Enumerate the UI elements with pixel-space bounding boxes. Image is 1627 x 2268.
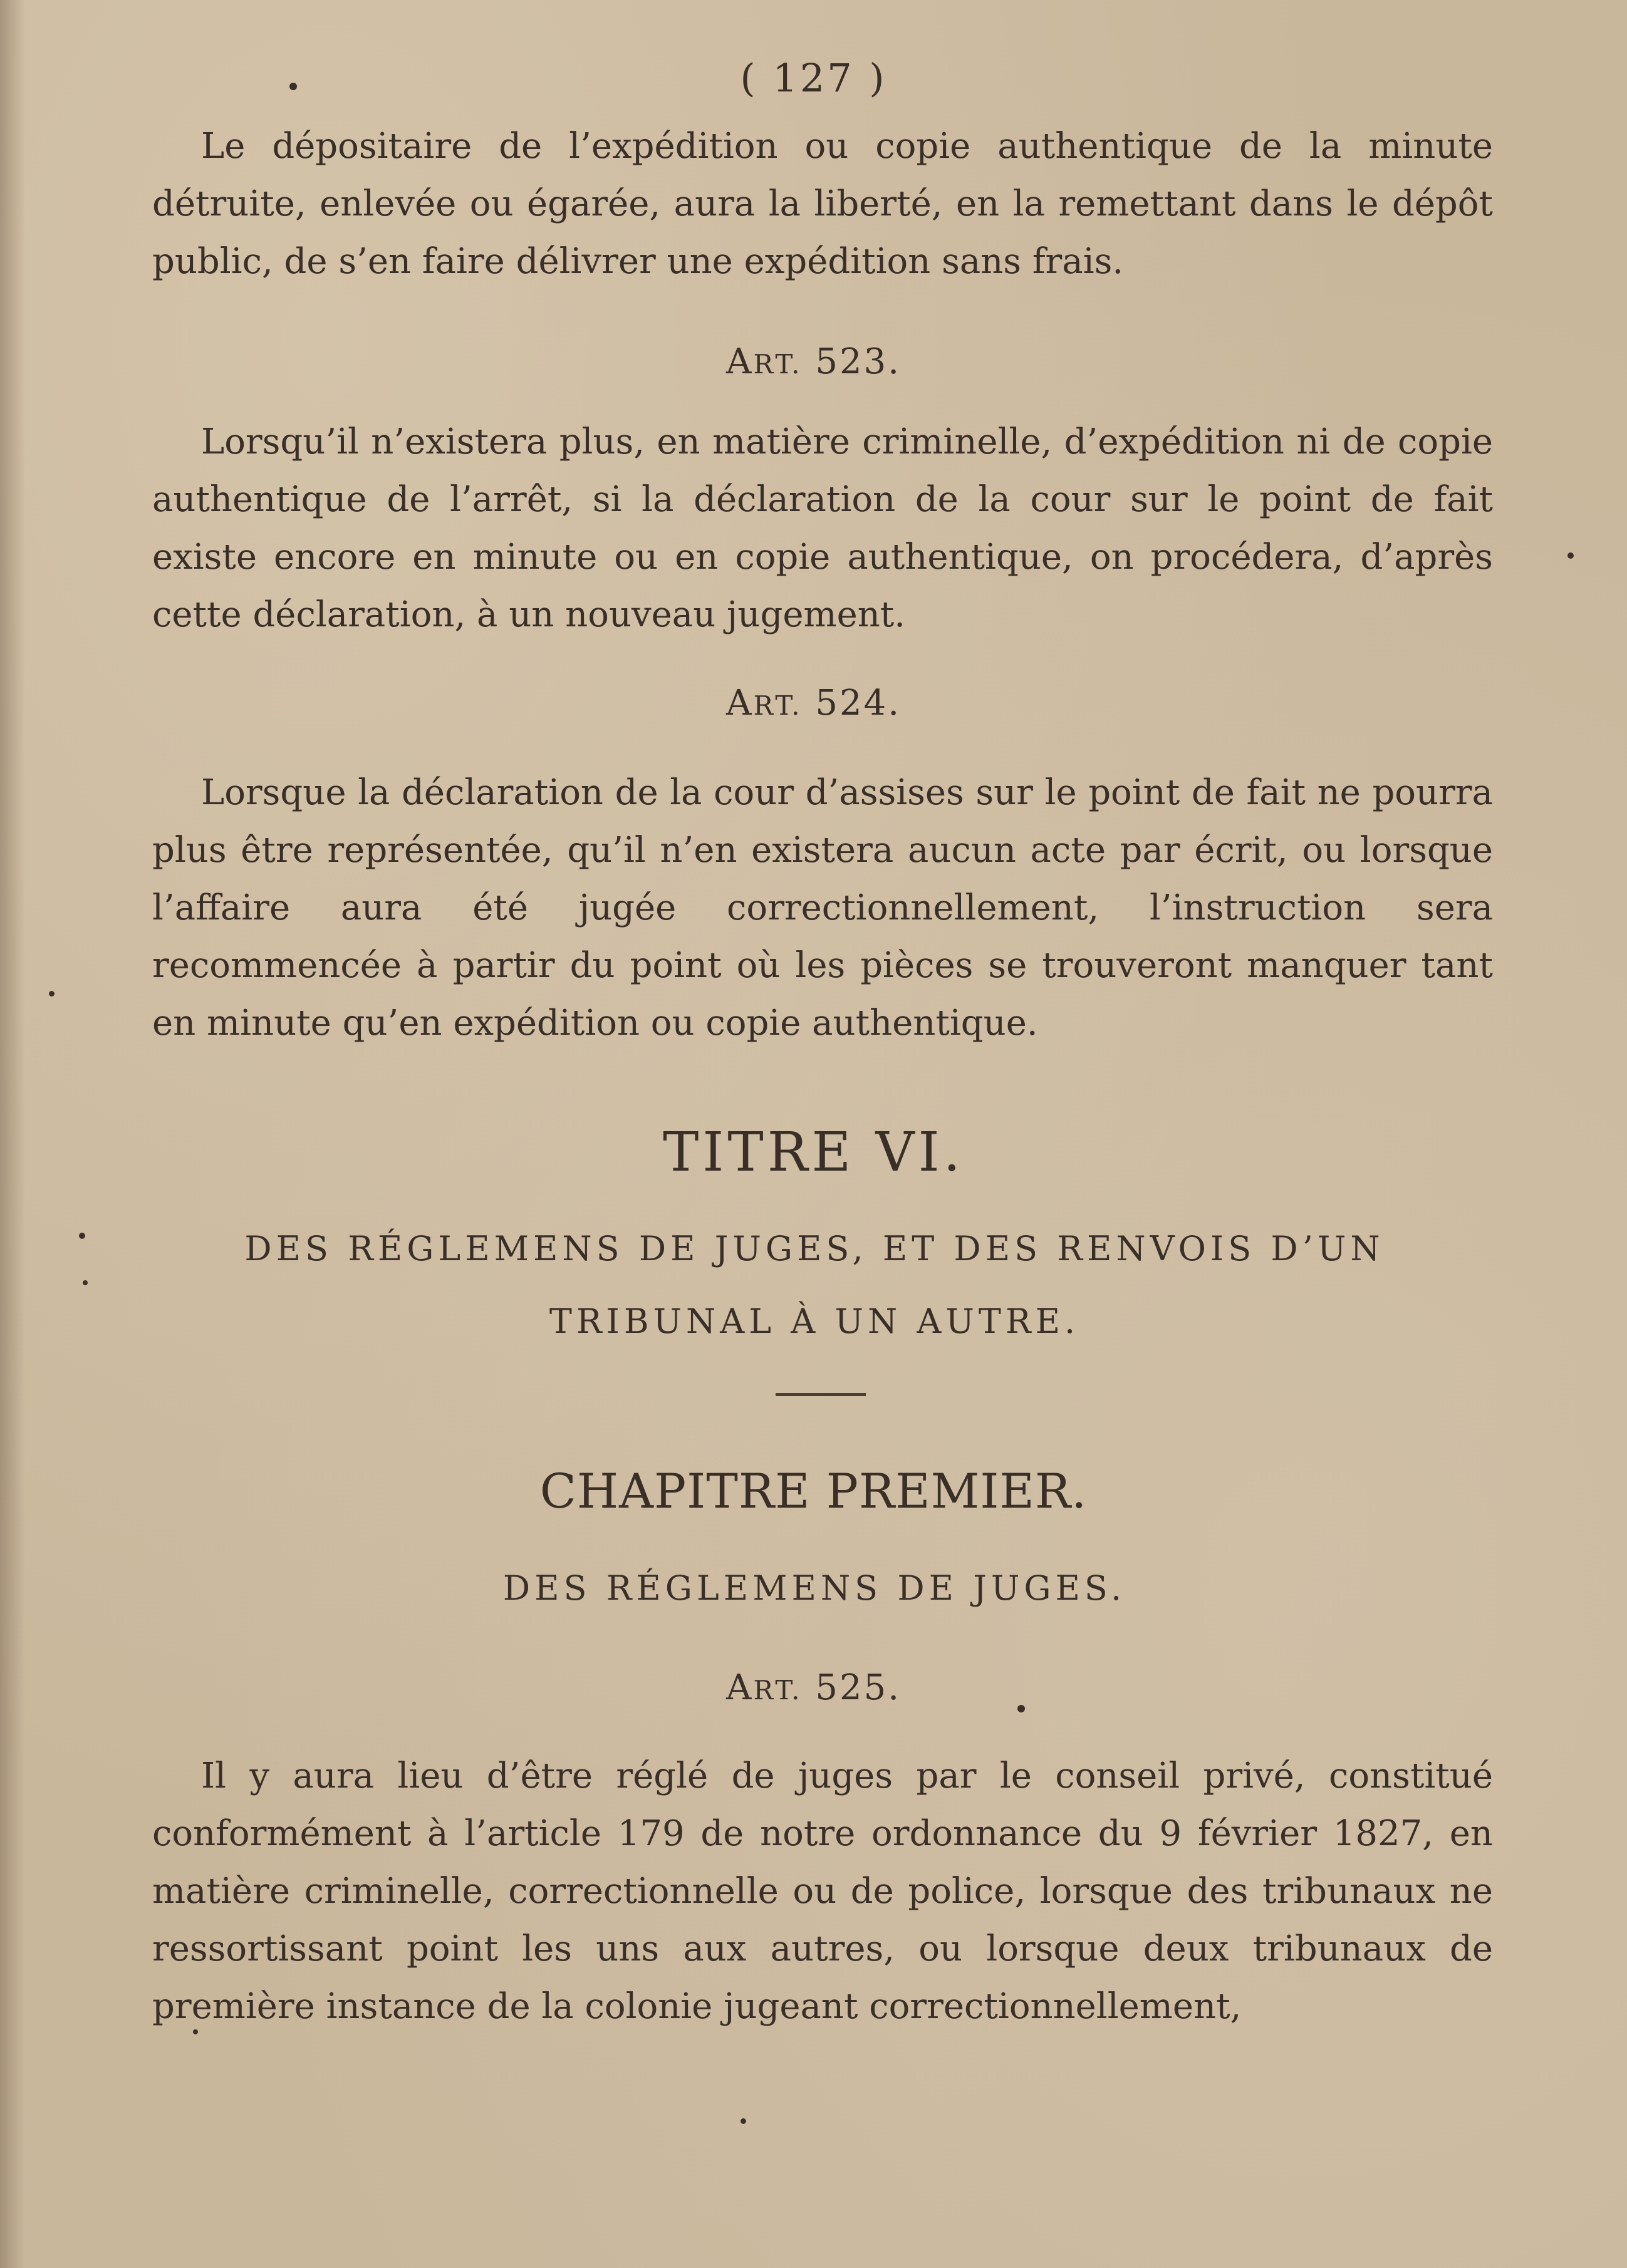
- paragraph-522-continuation: Le dépositaire de l’expédition ou copie authentique de la minute détruite, enlevée ou égarée, aura la liberté, en la remettant dans le dépôt public, de s’en faire délivrer une expédition sans frais.: [152, 126, 1493, 282]
- article-heading-525: [0, 1667, 1627, 1708]
- article-prefix: A: [725, 341, 754, 382]
- article-number: 525.: [802, 1667, 902, 1708]
- article-prefix: A: [725, 683, 754, 723]
- article-heading-523: [0, 341, 1627, 382]
- paper-fleck: [79, 1233, 85, 1239]
- article-heading-524: [0, 683, 1627, 723]
- paper-fleck: [1567, 552, 1574, 559]
- article-number: 523.: [802, 341, 902, 382]
- paragraph-article-524: Lorsque la déclaration de la cour d’assises sur le point de fait ne pourra plus être représentée, qu’il n’en existera aucun acte par écrit, ou lorsque l’affaire aura été jugée correctionnellement, l’instruction sera recommencée à partir du point où les pièces se trouveront manquer tant en minute qu’en expédition ou copie authentique.: [152, 772, 1493, 1043]
- chapitre-subtitle: DES RÉGLEMENS DE JUGES.: [502, 1568, 1126, 1608]
- article-small-caps: RT.: [753, 690, 803, 721]
- paragraph-article-525: Il y aura lieu d’être réglé de juges par le conseil privé, constitué conformément à l’article 179 de notre ordonnance du 9 février 1827, en matière criminelle, correctionnelle ou de police, lorsque des tribunaux ne ressortissant point les uns aux autres, ou lorsque deux tribunaux de première instance de la colonie jugeant correctionnellement,: [152, 1756, 1493, 2027]
- chapitre-heading: CHAPITRE PREMIER.: [539, 1463, 1088, 1519]
- article-small-caps: RT.: [753, 349, 803, 380]
- titre-heading: TITRE VI.: [663, 1121, 964, 1184]
- article-small-caps: RT.: [753, 1675, 803, 1706]
- section-divider: [776, 1393, 866, 1396]
- paper-fleck: [741, 2118, 746, 2124]
- paper-fleck: [1017, 1705, 1025, 1712]
- page-number: ( 127 ): [740, 55, 887, 101]
- paper-fleck: [49, 991, 55, 997]
- paragraph-article-523: Lorsqu’il n’existera plus, en matière criminelle, d’expédition ni de copie authentique de l’arrêt, si la déclaration de la cour sur le point de fait existe encore en minute ou en copie authentique, on procédera, d’après cette déclaration, à un nouveau jugement.: [152, 422, 1493, 635]
- paper-fleck: [83, 1280, 88, 1285]
- article-number: 524.: [802, 683, 902, 723]
- paper-fleck: [289, 83, 297, 90]
- article-prefix: A: [725, 1667, 754, 1708]
- titre-subtitle: DES RÉGLEMENS DE JUGES, ET DES RENVOIS D’UN TRIBUNAL À UN AUTRE.: [244, 1229, 1385, 1341]
- paper-fleck: [193, 2029, 198, 2034]
